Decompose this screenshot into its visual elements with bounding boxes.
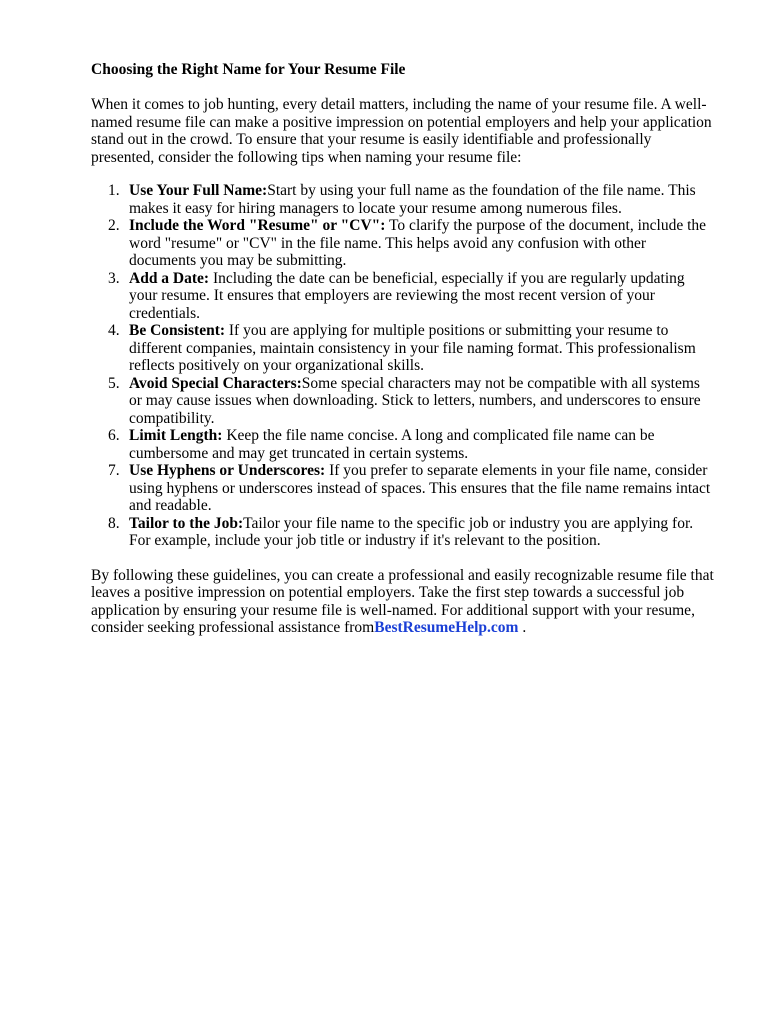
list-item-number: 1. xyxy=(108,182,120,199)
list-item-text: Keep the file name concise. A long and complicated file name can be cumbersome and may get truncated in certain systems. xyxy=(129,427,655,462)
list-item-text: To clarify the purpose of the document, include the word "resume" or "CV" in the file name. This helps avoid any confusion with other documents you may be submitting. xyxy=(129,217,707,269)
list-item xyxy=(91,515,716,550)
list-item-label: Include the Word "Resume" or "CV": xyxy=(129,217,386,234)
list-item-text: If you prefer to separate elements in your file name, consider using hyphens or underscores instead of spaces. This ensures that the file name remains intact and readable. xyxy=(129,462,711,514)
list-item-number: 8. xyxy=(108,514,120,532)
list-item xyxy=(91,427,716,462)
best-resume-help-link[interactable]: BestResumeHelp.com xyxy=(374,619,519,636)
list-item xyxy=(91,375,716,428)
list-item xyxy=(91,217,716,270)
list-item xyxy=(91,270,716,323)
list-item xyxy=(91,182,716,217)
list-item-number: 2. xyxy=(108,217,120,234)
list-item-number: 3. xyxy=(108,269,120,287)
list-item-label: Use Hyphens or Underscores: xyxy=(129,462,326,479)
conclusion-text: By following these guidelines, you can create a professional and easily recognizable resume file that leaves a positive impression on potential employers. Take the first step towards a successful job application by ensuring your resume file is well-named. For additional support with your resume, consider seeking professional assistance from xyxy=(91,566,714,636)
list-item-text: Including the date can be beneficial, especially if you are regularly updating your resume. It ensures that employers are reviewing the most recent version of your credentials. xyxy=(129,269,685,322)
list-item-text: Start by using your full name as the foundation of the file name. This makes it easy for hiring managers to locate your resume among numerous files. xyxy=(129,182,696,217)
list-item-label: Add a Date: xyxy=(129,269,210,287)
list-item-number: 5. xyxy=(108,374,120,392)
list-item-text: Tailor your file name to the specific job or industry you are applying for. For example, include your job title or industry if it's relevant to the position. xyxy=(129,514,694,549)
list-item-text: If you are applying for multiple positions or submitting your resume to different companies, maintain consistency in your file naming format. This professionalism reflects positively on your organizational skills. xyxy=(129,322,696,374)
list-item xyxy=(91,462,716,515)
list-item-label: Tailor to the Job: xyxy=(129,514,244,532)
list-item-label: Use Your Full Name: xyxy=(129,182,268,199)
list-item-number: 6. xyxy=(108,427,120,444)
list-item-label: Limit Length: xyxy=(129,427,223,444)
list-item-label: Be Consistent: xyxy=(129,322,226,339)
intro-paragraph: When it comes to job hunting, every detail matters, including the name of your resume file. A well-named resume file can make a positive impression on potential employers and help your application stand out in the crowd. To ensure that your resume is easily identifiable and professionally presented, consider the following tips when naming your resume file: xyxy=(91,96,712,166)
list-item-text: Some special characters may not be compatible with all systems or may cause issues when downloading. Stick to letters, numbers, and underscores to ensure compatibility. xyxy=(129,374,701,427)
list-item-number: 4. xyxy=(108,322,120,339)
list-item-number: 7. xyxy=(108,462,120,479)
document-title: Choosing the Right Name for Your Resume File xyxy=(91,61,406,78)
conclusion-paragraph xyxy=(91,567,716,637)
tips-list xyxy=(91,182,716,550)
conclusion-end: . xyxy=(518,619,527,636)
list-item-label: Avoid Special Characters: xyxy=(129,374,302,392)
list-item xyxy=(91,322,716,375)
